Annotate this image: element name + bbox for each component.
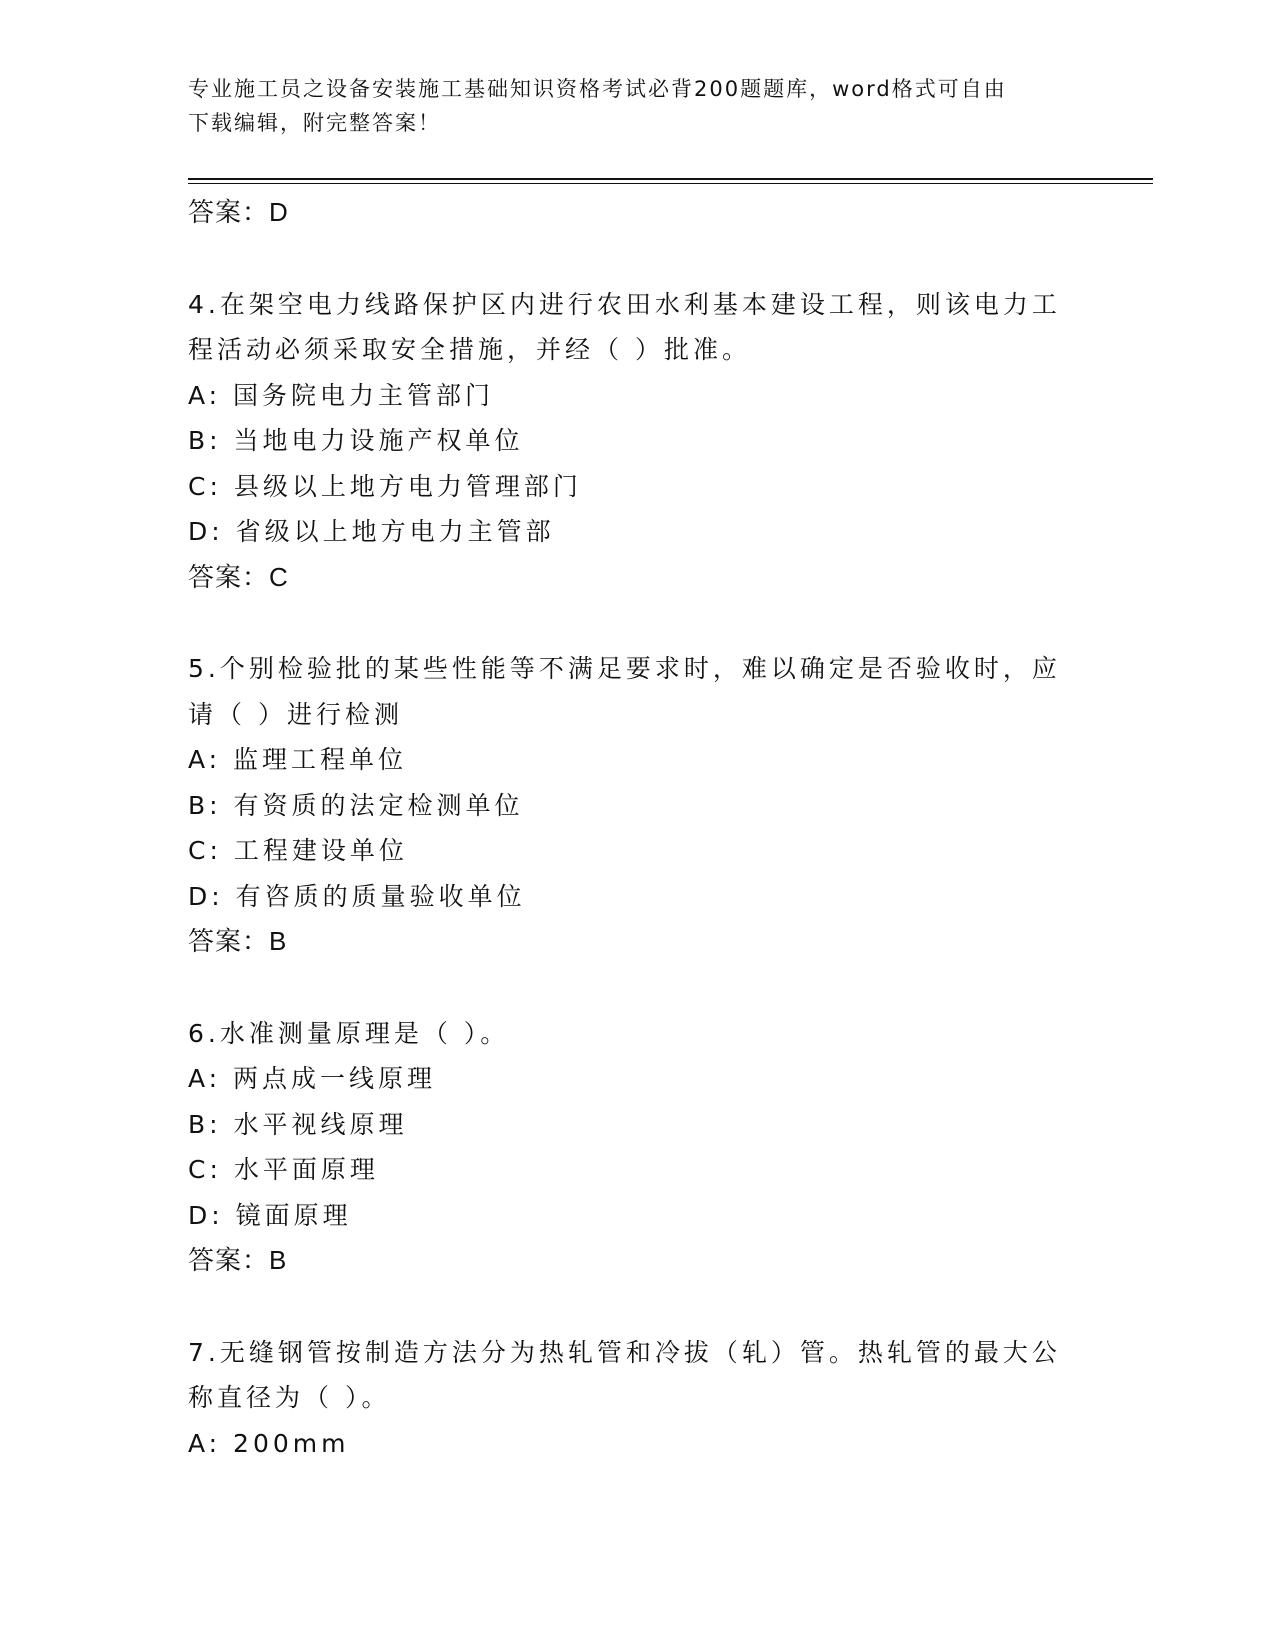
answer: 答案：C [188, 561, 289, 592]
option-c: C: 水平面原理 [188, 1155, 379, 1184]
previous-answer: 答案：D [188, 197, 289, 227]
question-text-line: 称直径为（ ）。 [188, 1383, 391, 1412]
question-text-line: 5.个别检验批的某些性能等不满足要求时，难以确定是否验收时，应 [188, 654, 1061, 683]
option-d: D: 有咨质的质量验收单位 [188, 881, 526, 911]
question-4 [188, 282, 1068, 601]
question-text-line: 请（ ）进行检测 [188, 699, 403, 729]
option-d: D: 省级以上地方电力主管部 [188, 517, 555, 546]
answer: 答案：B [188, 926, 288, 956]
document-header [188, 72, 1068, 140]
question-text-line: 程活动必须采取安全措施，并经（ ）批准。 [188, 335, 751, 364]
header-rule-thick [188, 178, 1153, 180]
option-a: A: 国务院电力主管部门 [188, 380, 495, 410]
option-b: B: 有资质的法定检测单位 [188, 790, 524, 820]
question-text-line: 6.水准测量原理是（ ）。 [188, 1018, 510, 1048]
option-a: A: 200mm [188, 1428, 350, 1458]
question-7 [188, 1330, 1068, 1467]
question-text-line: 4.在架空电力线路保护区内进行农田水利基本建设工程，则该电力工 [188, 289, 1061, 319]
document-body [188, 190, 1068, 1466]
option-b: B: 水平视线原理 [188, 1109, 408, 1139]
header-line-1: 专业施工员之设备安装施工基础知识资格考试必背200题题库，word格式可自由 [188, 77, 1007, 101]
question-5 [188, 646, 1068, 965]
option-b: B: 当地电力设施产权单位 [188, 426, 524, 455]
option-c: C: 县级以上地方电力管理部门 [188, 471, 582, 501]
header-line-2: 下载编辑，附完整答案！ [188, 111, 441, 135]
option-c: C: 工程建设单位 [188, 836, 408, 865]
option-a: A: 监理工程单位 [188, 745, 408, 774]
answer: 答案：B [188, 1245, 288, 1275]
option-d: D: 镜面原理 [188, 1200, 352, 1230]
question-text-line: 7.无缝钢管按制造方法分为热轧管和冷拔（轧）管。热轧管的最大公 [188, 1337, 1061, 1367]
header-rule-thin [188, 183, 1153, 184]
option-a: A: 两点成一线原理 [188, 1064, 437, 1093]
question-6 [188, 1011, 1068, 1284]
